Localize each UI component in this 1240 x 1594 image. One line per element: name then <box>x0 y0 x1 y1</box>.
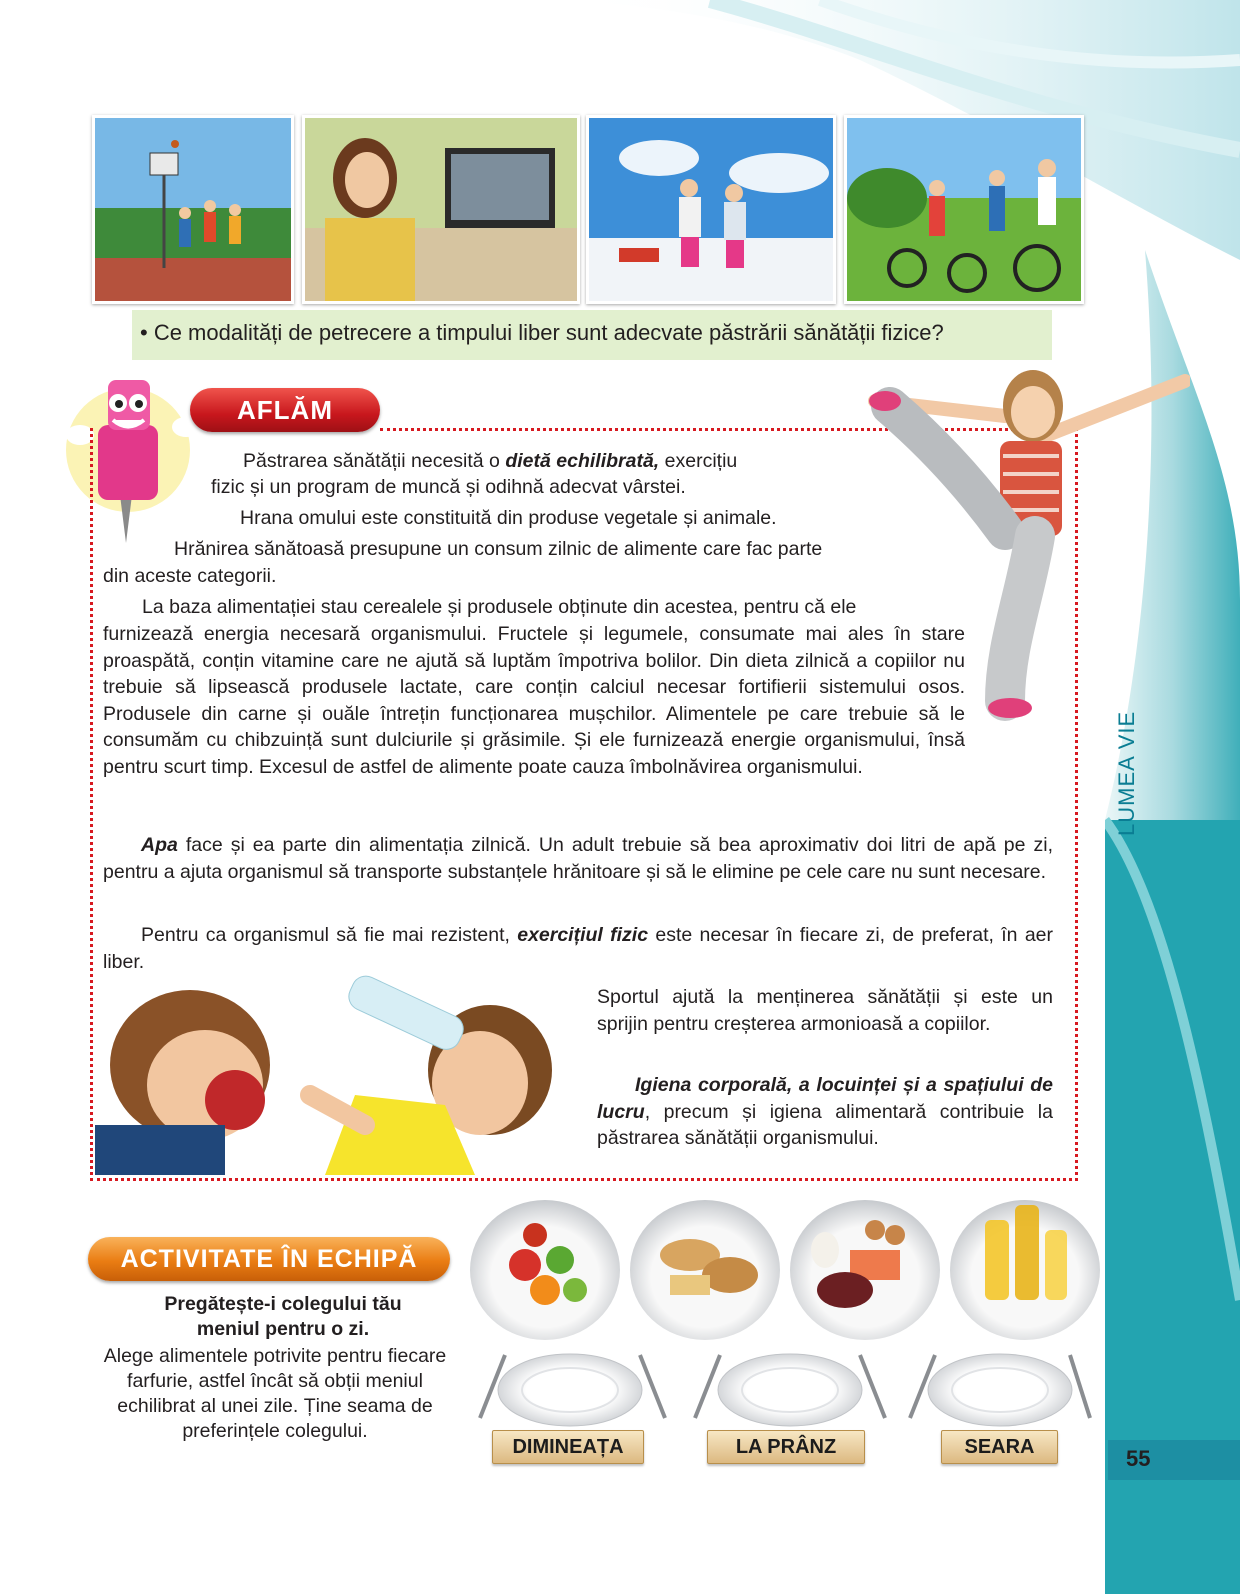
paragraph-4-body <box>103 621 965 780</box>
empty-plates-image <box>470 1350 1095 1430</box>
p1-text-c: exercițiu <box>659 450 738 472</box>
question-bar <box>132 310 1052 360</box>
photo-basketball <box>92 115 294 304</box>
photo-computer-girl <box>302 115 580 304</box>
plate-label-morning: DIMINEAȚA <box>492 1430 644 1464</box>
paragraph-8 <box>597 1072 1053 1152</box>
p5-text: face și ea parte din alimentația zilnică. Un adult trebuie să bea aproximativ doi litri de apă pe zi, pentru a ajuta organismul să transporte substanțele hrănitoare și să le elimine pe cele care nu sunt necesare. <box>103 834 1053 883</box>
paragraph-7: Sportul ajută la menținerea sănătății și este un sprijin pentru creșterea armonioasă a copiilor. <box>597 986 1053 1035</box>
paragraph-4-text: furnizează energia necesară organismului. Fructele și legumele, consumate mai ales în stare proaspătă, conțin vitamine care ne ajută să luptăm împotriva bolilor. Din dieta zilnică a copiilor nu trebuie să lipsească produsele lactate, care conțin calciul necesar fortifierii sistemului osos. Produsele din carne și ouăle întrețin funcționarea mușchilor. Alimentele pe care trebuie să le consumăm cu chibzuință sunt dulciurile și grăsimile. Și ele furnizează energie organismului, însă pentru scurt timp. Excesul de astfel de alimente poate cauza îmbolnăvirea organismului. <box>103 623 965 778</box>
question-text: • Ce modalități de petrecere a timpului liber sunt adecvate păstrării sănătății fizice? <box>140 320 944 345</box>
paragraph-2: Hrana omului este constituită din produse vegetale și animale. <box>240 507 777 529</box>
paragraph-5 <box>103 832 1053 885</box>
aflam-label: AFLĂM <box>237 395 333 425</box>
food-bowls-image <box>465 1195 1105 1345</box>
side-label <box>1092 710 1162 840</box>
plate-label-lunch: LA PRÂNZ <box>707 1430 865 1464</box>
paragraph-3-line-2: din aceste categorii. <box>103 565 277 587</box>
activity-label: ACTIVITATE ÎN ECHIPĂ <box>120 1245 418 1273</box>
activity-banner <box>88 1237 450 1281</box>
paragraph-1-line-2: fizic și un program de muncă și odihnă adecvat vârstei. <box>211 476 686 498</box>
page-number: 55 <box>1126 1446 1151 1471</box>
aflam-banner <box>190 388 380 432</box>
plate-label-evening: SEARA <box>941 1430 1058 1464</box>
activity-title-line-1: Pregătește-i colegului tău <box>164 1293 402 1315</box>
activity-instructions: Alege alimentele potrivite pentru fiecare farfurie, astfel încât să obții meniul echilibrat al unei zile. Ține seama de preferințele colegului. <box>103 1345 447 1442</box>
p8-emphasis: Igiena corporală, a locuinței și a spațiului de lucru <box>597 1074 1053 1123</box>
photo-snow-kids <box>586 115 836 304</box>
photo-bicycles <box>844 115 1084 304</box>
p5-emphasis: Apa <box>141 834 178 856</box>
p8-text: , precum și igiena alimentară contribuie la păstrarea sănătății organismului. <box>597 1100 1053 1149</box>
p6-text-c: este necesar în fiecare zi, de preferat, în aer liber. <box>103 924 1054 973</box>
p6-text-a: Pentru ca organismul să fie mai rezistent, <box>141 924 518 946</box>
page-number-box <box>1108 1440 1240 1480</box>
paragraph-4-line-1: La baza alimentației stau cerealele și produsele obținute din acestea, pentru că ele <box>142 596 857 618</box>
paragraph-3-line-1: Hrănirea sănătoasă presupune un consum zilnic de alimente care fac parte <box>174 538 823 560</box>
activity-title-line-2: meniul pentru o zi. <box>196 1318 370 1340</box>
p1-text-a: Păstrarea sănătății necesită o <box>243 450 506 472</box>
paragraph-1-line-1 <box>243 448 843 475</box>
p1-emphasis: dietă echilibrată, <box>505 450 660 472</box>
paragraph-6 <box>103 922 1053 975</box>
activity-title <box>108 1292 458 1342</box>
children-eating-drinking-image <box>95 975 570 1175</box>
side-label-text: LUMEA VIE <box>1114 710 1139 836</box>
p6-emphasis: exercițiul fizic <box>517 924 649 946</box>
